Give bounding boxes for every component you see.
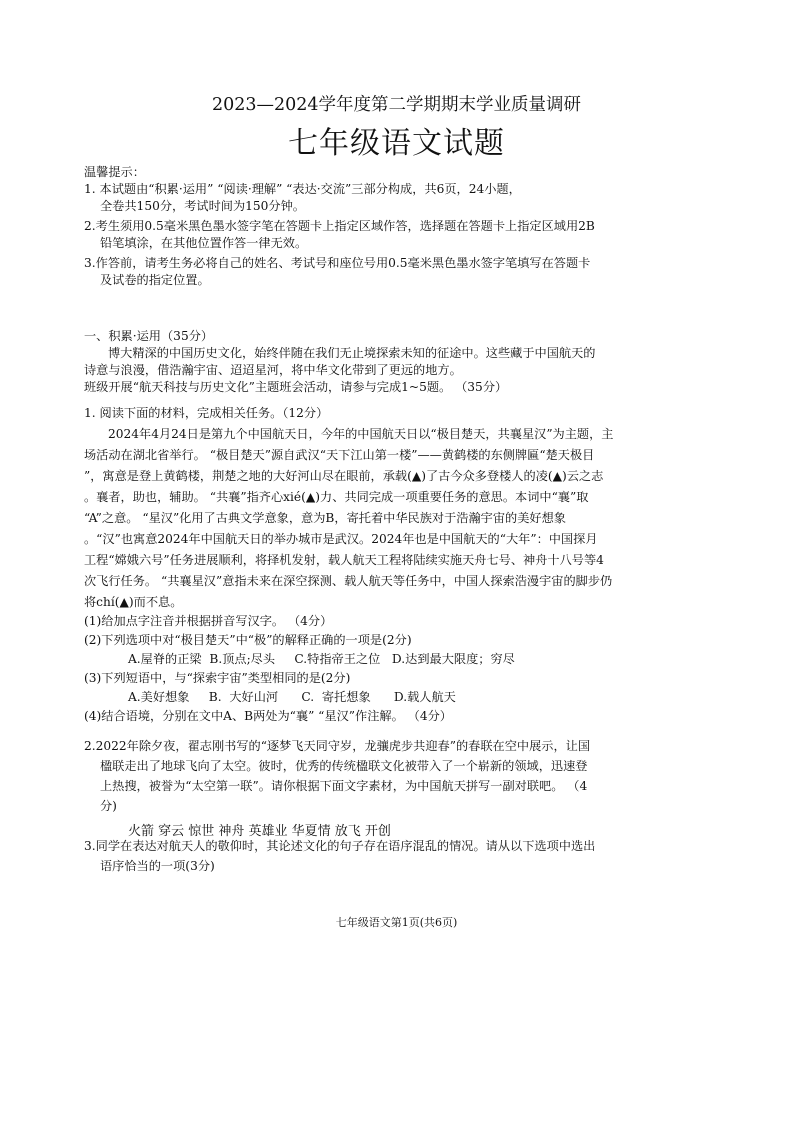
exam-title: 2023—2024学年度第二学期期末学业质量调研 [211, 95, 582, 115]
tips-block [84, 164, 720, 289]
section-1-intro-3: 班级开展“航天科技与历史文化”主题班会活动，请参与完成1~5题。 （35分） [84, 380, 508, 394]
q2-line-1: 2.2022年除夕夜，翟志刚书写的“逐梦飞天同守岁，龙骧虎步共迎春”的春联在空中展示，让国 [84, 739, 591, 753]
tip-2-line-1: 2.考生须用0.5毫米黑色墨水签字笔在答题卡上指定区域作答，选择题在答题卡上指定区域用2B [84, 219, 595, 233]
q1-sub-4: (4)结合语境，分别在文中A、B两处为“襄” “星汉”作注解。 （4分） [84, 709, 452, 723]
section-1-intro-1: 博大精深的中国历史文化，始终伴随在我们无止境探索未知的征途中。这些藏于中国航天的 [108, 346, 596, 360]
q1-passage-6: 。“汉”也寓意2024年中国航天日的举办城市是武汉。2024年也是中国航天的“大年”：中国探月 [84, 532, 598, 546]
question-3 [84, 838, 720, 875]
q3-line-1: 3.同学在表达对航天人的敬仰时，其论述文化的句子存在语序混乱的情况。请从以下选项中选出 [84, 839, 596, 853]
tip-2-line-2: 铅笔填涂，在其他位置作答一律无效。 [100, 236, 308, 250]
q1-passage-4: 。襄者，助也，辅助。 “共襄”指齐心xié(▲)力、共同完成一项重要任务的意思。本词中“襄”取 [84, 490, 589, 504]
q1-passage-9: 将chí(▲)而不息。 [84, 595, 183, 609]
q1-passage-2: 场活动在湖北省举行。 “极目楚天”源自武汉“天下江山第一楼”——黄鹤楼的东侧牌匾“楚天极目 [84, 448, 595, 462]
page-footer: 七年级语文第1页(共6页) [335, 916, 458, 929]
q1-passage-1: 2024年4月24日是第九个中国航天日，今年的中国航天日以“极目楚天，共襄星汉”为主题，主 [108, 427, 614, 441]
q1-sub-2-options: A.屋脊的正梁 B.顶点;尽头 C.特指帝王之位 D.达到最大限度；穷尽 [128, 652, 515, 666]
q1-sub-3: (3)下列短语中，与“探索宇宙”类型相同的是(2分) [84, 671, 351, 685]
question-1 [84, 405, 720, 725]
tips-label: 温馨提示： [84, 165, 145, 179]
section-1 [84, 328, 720, 396]
q1-passage-3: ”，寓意是登上黄鹤楼，荆楚之地的大好河山尽在眼前，承载(▲)了古今众多登楼人的凌(▲)云之志 [84, 469, 604, 483]
q1-passage-7: 工程“嫦娥六号”任务进展顺利，将择机发射，载人航天工程将陆续实施天舟七号、神舟十八号等4 [84, 553, 604, 567]
tip-1-line-1: 1. 本试题由“积累·运用” “阅读·理解” “表达·交流”三部分构成，共6页，24小题， [84, 182, 521, 196]
q2-line-3: 上热搜，被誉为“太空第一联”。请你根据下面文字素材，为中国航天拼写一副对联吧。 （4 [100, 779, 588, 793]
q1-sub-3-options: A.美好想象 B. 大好山河 C. 寄托想象 D.载人航天 [128, 690, 456, 704]
q1-sub-2: (2)下列选项中对“极目楚天”中“极”的解释正确的一项是(2分) [84, 633, 412, 647]
section-1-heading: 一、积累·运用（35分） [84, 329, 214, 343]
q1-passage-5: “A”之意。 “星汉”化用了古典文学意象，意为B，寄托着中华民族对于浩瀚宇宙的美好想象 [84, 511, 566, 525]
q3-line-2: 语序恰当的一项(3分) [100, 859, 215, 873]
question-2 [84, 738, 720, 840]
tip-1-line-2: 全卷共150分，考试时间为150分钟。 [100, 199, 305, 213]
subject-title: 七年级语文试题 [288, 126, 505, 161]
q2-word-bank: 火箭 穿云 惊世 神舟 英雄业 华夏情 放飞 开创 [128, 824, 391, 839]
q2-line-4: 分) [100, 799, 117, 813]
q2-line-2: 楹联走出了地球飞向了太空。彼时，优秀的传统楹联文化被带入了一个崭新的领域，迅速登 [100, 759, 588, 773]
tip-3-line-2: 及试卷的指定位置。 [100, 273, 210, 287]
tip-3-line-1: 3.作答前，请考生务必将自己的姓名、考试号和座位号用0.5毫米黑色墨水签字笔填写在答题卡 [84, 256, 591, 270]
q1-passage-8: 次飞行任务。 “共襄星汉”意指未来在深空探测、载人航天等任务中，中国人探索浩漫宇宙的脚步仍 [84, 574, 613, 588]
section-1-intro-2: 诗意与浪漫，借浩瀚宇宙、迢迢星河，将中华文化带到了更远的地方。 [84, 363, 462, 377]
q1-sub-1: (1)给加点字注音并根据拼音写汉字。 （4分） [84, 614, 333, 628]
q1-stem: 1. 阅读下面的材料，完成相关任务。（12分） [84, 406, 329, 420]
